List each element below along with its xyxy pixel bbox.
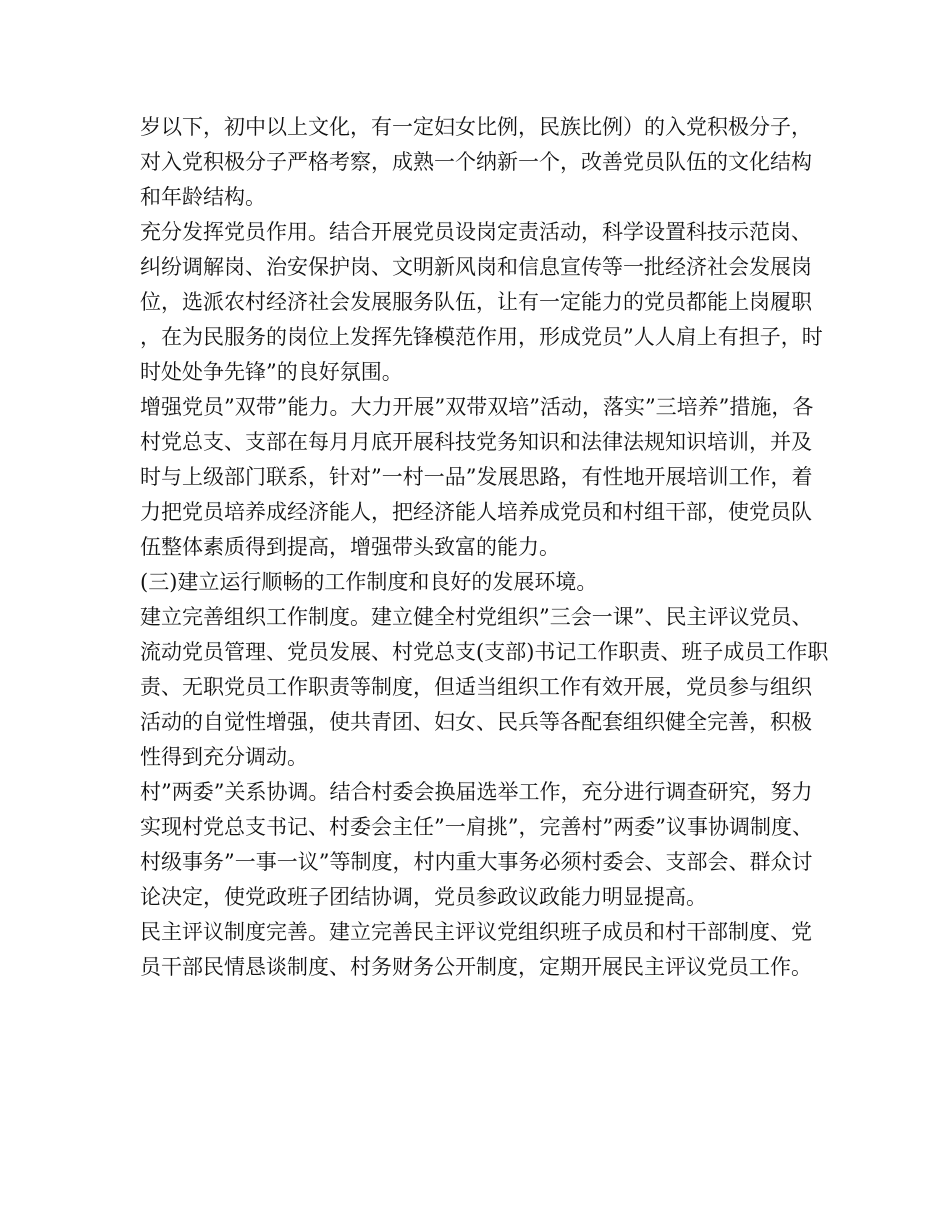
document-body (140, 110, 830, 985)
paragraph-1: 岁以下，初中以上文化，有一定妇女比例，民族比例）的入党积极分子，对入党积极分子严格考察，成熟一个纳新一个，改善党员队伍的文化结构和年龄结构。 (140, 115, 812, 209)
paragraph-7: 民主评议制度完善。建立完善民主评议党组织班子成员和村干部制度、党员干部民情恳谈制度、村务财务公开制度，定期开展民主评议党员工作。 (140, 920, 812, 979)
paragraph-6: 村”两委”关系协调。结合村委会换届选举工作，充分进行调查研究，努力实现村党总支书记、村委会主任”一肩挑”，完善村”两委”议事协调制度、村级事务”一事一议”等制度，村内重大事务必须村委会、支部会、群众讨论决定，使党政班子团结协调，党员参政议政能力明显提高。 (140, 780, 813, 909)
paragraph-3: 增强党员”双带”能力。大力开展”双带双培”活动，落实”三培养”措施，各村党总支、支部在每月月底开展科技党务知识和法律法规知识培训，并及时与上级部门联系，针对”一村一品”发展思路，有性地开展培训工作，着力把党员培养成经济能人，把经济能人培养成党员和村组干部，使党员队伍整体素质得到提高，增强带头致富的能力。 (140, 395, 814, 559)
paragraph-5: 建立完善组织工作制度。建立健全村党组织”三会一课”、民主评议党员、流动党员管理、党员发展、村党总支(支部)书记工作职责、班子成员工作职责、无职党员工作职责等制度，但适当组织工作有效开展，党员参与组织活动的自觉性增强，使共青团、妇女、民兵等各配套组织健全完善，积极性得到充分调动。 (140, 605, 829, 769)
paragraph-2: 充分发挥党员作用。结合开展党员设岗定责活动，科学设置科技示范岗、纠纷调解岗、治安保护岗、文明新风岗和信息宣传等一批经济社会发展岗位，选派农村经济社会发展服务队伍，让有一定能力的党员都能上岗履职，在为民服务的岗位上发挥先锋模范作用，形成党员”人人肩上有担子，时时处处争先锋”的良好氛围。 (140, 220, 823, 384)
section-heading-3: (三)建立运行顺畅的工作制度和良好的发展环境。 (140, 570, 598, 594)
